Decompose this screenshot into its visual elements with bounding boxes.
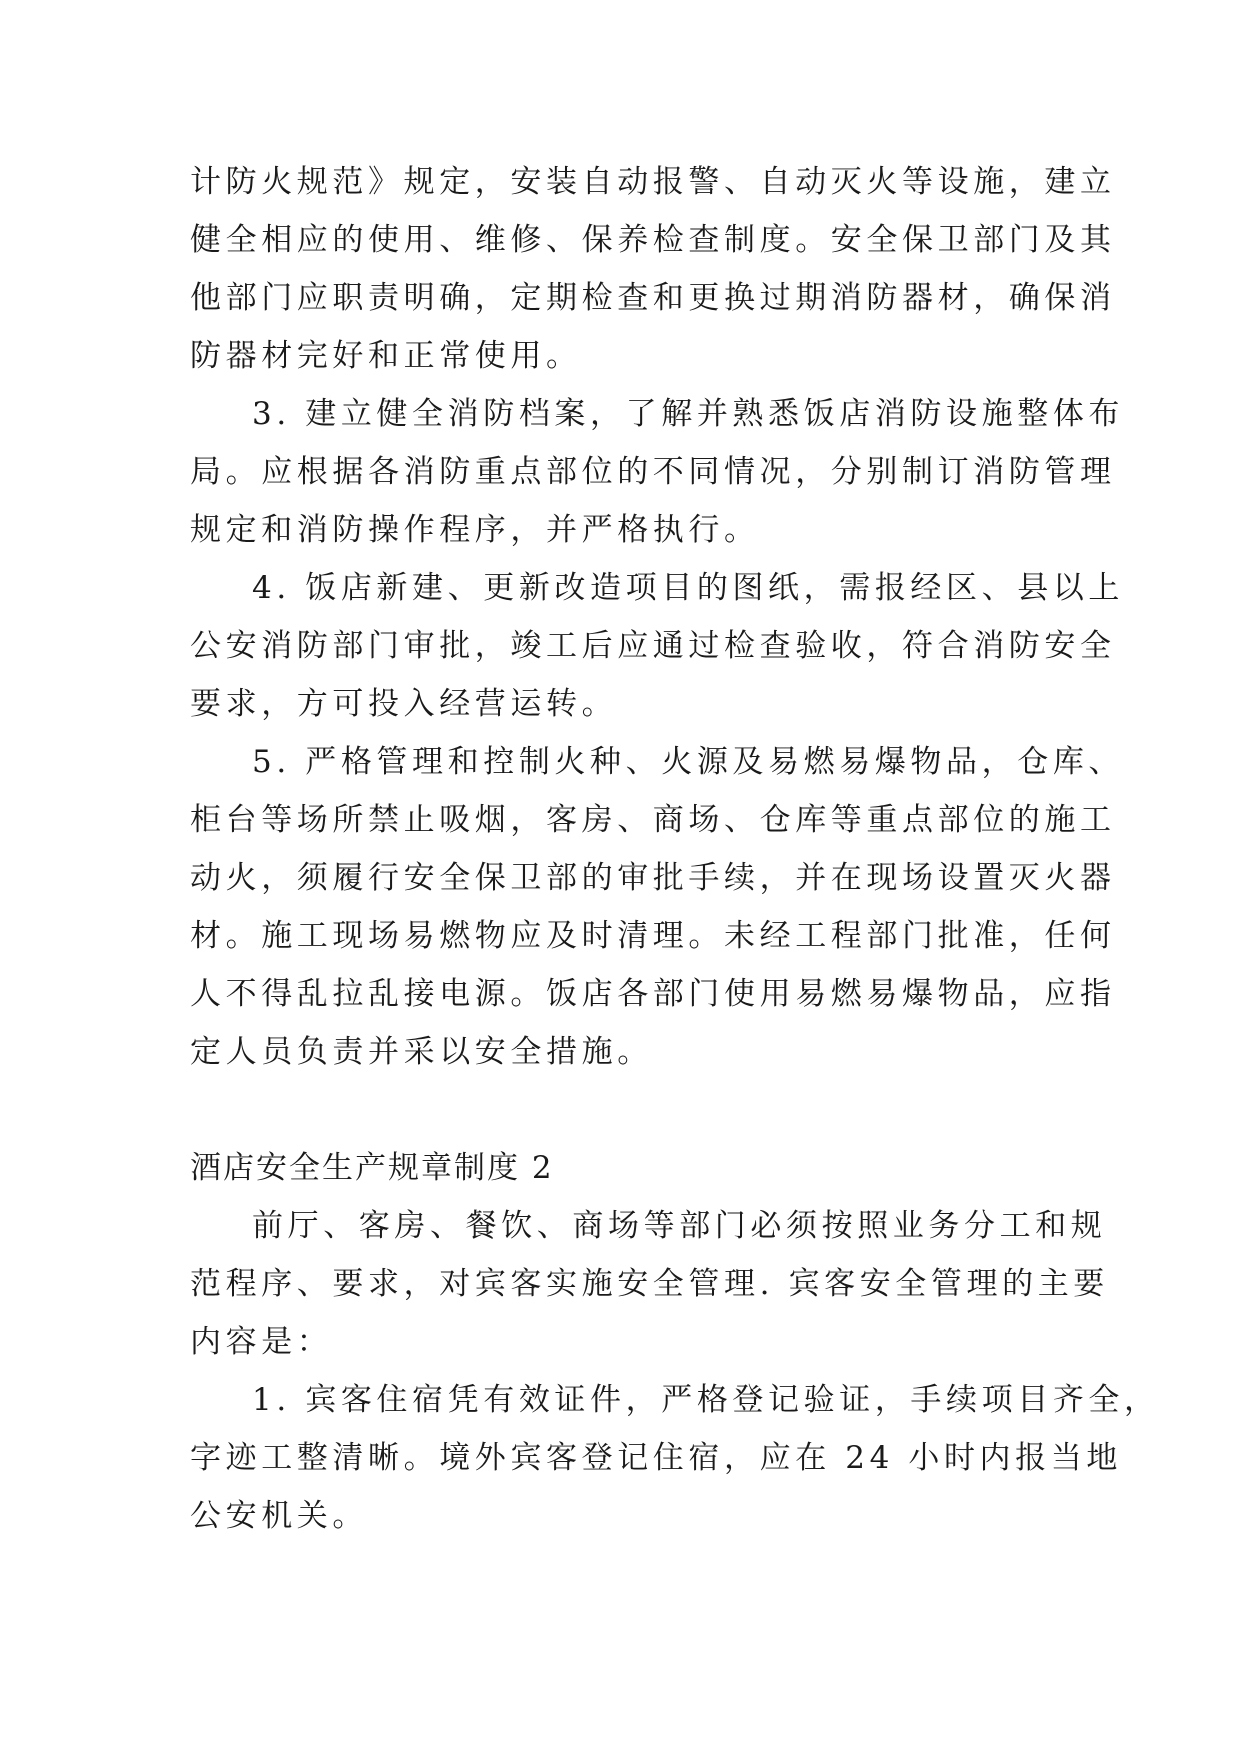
paragraph-line: 材。施工现场易燃物应及时清理。未经工程部门批准，任何 [190,918,1116,954]
paragraph-line: 公安消防部门审批，竣工后应通过检查验收，符合消防安全 [190,628,1116,664]
paragraph-line: 健全相应的使用、维修、保养检查制度。安全保卫部门及其 [190,222,1116,258]
paragraph-line: 公安机关。 [190,1498,368,1534]
list-item-3: 3. 建立健全消防档案，了解并熟悉饭店消防设施整体布 [252,396,1125,432]
paragraph-line: 柜台等场所禁止吸烟，客房、商场、仓库等重点部位的施工 [190,802,1116,838]
paragraph-line: 内容是： [190,1324,333,1360]
paragraph-line: 局。应根据各消防重点部位的不同情况，分别制订消防管理 [190,454,1116,490]
paragraph-line: 计防火规范》规定，安装自动报警、自动灭火等设施，建立 [190,164,1116,200]
list-item-1: 1. 宾客住宿凭有效证件，严格登记验证，手续项目齐全， [252,1382,1160,1418]
paragraph-line: 前厅、客房、餐饮、商场等部门必须按照业务分工和规 [252,1208,1107,1244]
paragraph-line: 规定和消防操作程序，并严格执行。 [190,512,760,548]
paragraph-line: 他部门应职责明确，定期检查和更换过期消防器材，确保消 [190,280,1116,316]
list-item-4: 4. 饭店新建、更新改造项目的图纸，需报经区、县以上 [252,570,1125,606]
paragraph-line: 动火，须履行安全保卫部的审批手续，并在现场设置灭火器 [190,860,1116,896]
section-heading: 酒店安全生产规章制度 2 [190,1150,554,1186]
paragraph-line: 防器材完好和正常使用。 [190,338,582,374]
paragraph-line: 字迹工整清晰。境外宾客登记住宿，应在 24 小时内报当地 [190,1440,1122,1476]
paragraph-line: 人不得乱拉乱接电源。饭店各部门使用易燃易爆物品，应指 [190,976,1116,1012]
list-item-5: 5. 严格管理和控制火种、火源及易燃易爆物品，仓库、 [252,744,1125,780]
paragraph-line: 要求，方可投入经营运转。 [190,686,618,722]
paragraph-line: 定人员负责并采以安全措施。 [190,1034,653,1070]
paragraph-line: 范程序、要求，对宾客实施安全管理. 宾客安全管理的主要 [190,1266,1109,1302]
